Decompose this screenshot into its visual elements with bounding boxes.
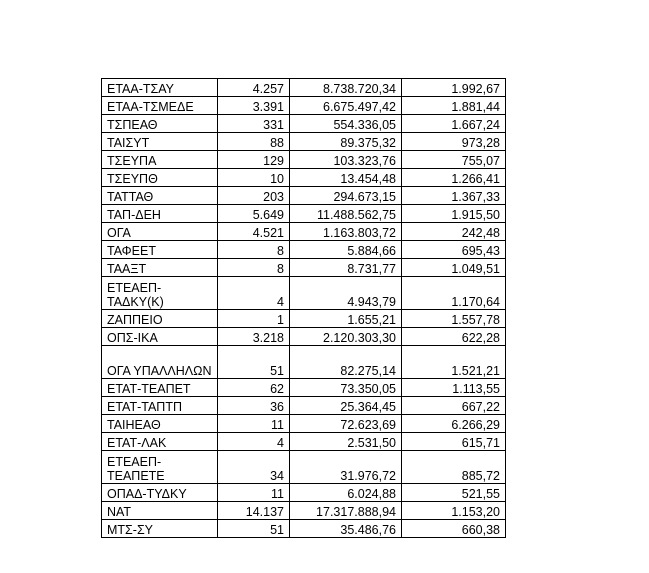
average-cell: 1.521,21 [402, 346, 506, 379]
table-row [102, 187, 506, 205]
count-cell: 8 [218, 259, 290, 277]
count-cell: 11 [218, 415, 290, 433]
average-cell: 973,28 [402, 133, 506, 151]
average-cell: 667,22 [402, 397, 506, 415]
count-cell: 14.137 [218, 502, 290, 520]
count-cell: 203 [218, 187, 290, 205]
amount-cell: 1.163.803,72 [290, 223, 402, 241]
fund-name-cell: ΤΑΦΕΕΤ [102, 241, 218, 259]
table-row [102, 223, 506, 241]
count-cell: 10 [218, 169, 290, 187]
average-cell: 242,48 [402, 223, 506, 241]
table-row [102, 259, 506, 277]
table-row [102, 451, 506, 484]
average-cell: 615,71 [402, 433, 506, 451]
count-cell: 62 [218, 379, 290, 397]
fund-name-cell: ΕΤΕΑΕΠ-ΤΕΑΠΕΤΕ [102, 451, 218, 484]
fund-table [101, 78, 506, 538]
amount-cell: 89.375,32 [290, 133, 402, 151]
average-cell: 1.992,67 [402, 79, 506, 97]
count-cell: 331 [218, 115, 290, 133]
average-cell: 660,38 [402, 520, 506, 538]
table-row [102, 328, 506, 346]
count-cell: 11 [218, 484, 290, 502]
table-row [102, 115, 506, 133]
table-row [102, 133, 506, 151]
amount-cell: 31.976,72 [290, 451, 402, 484]
count-cell: 129 [218, 151, 290, 169]
fund-name-cell: ΤΑΑΞΤ [102, 259, 218, 277]
amount-cell: 82.275,14 [290, 346, 402, 379]
average-cell: 1.266,41 [402, 169, 506, 187]
amount-cell: 2.531,50 [290, 433, 402, 451]
average-cell: 1.881,44 [402, 97, 506, 115]
fund-name-cell: ΕΤΑΤ-ΤΕΑΠΕΤ [102, 379, 218, 397]
fund-name-cell: ΤΣΠΕΑΘ [102, 115, 218, 133]
fund-name-cell: ΕΤΑΑ-ΤΣΜΕΔΕ [102, 97, 218, 115]
amount-cell: 35.486,76 [290, 520, 402, 538]
count-cell: 8 [218, 241, 290, 259]
amount-cell: 4.943,79 [290, 277, 402, 310]
table-row [102, 415, 506, 433]
table-row [102, 346, 506, 379]
fund-name-cell: ΤΑΙΗΕΑΘ [102, 415, 218, 433]
count-cell: 34 [218, 451, 290, 484]
average-cell: 755,07 [402, 151, 506, 169]
average-cell: 1.557,78 [402, 310, 506, 328]
average-cell: 1.153,20 [402, 502, 506, 520]
fund-name-cell: ΟΠΑΔ-ΤΥΔΚΥ [102, 484, 218, 502]
table-row [102, 151, 506, 169]
amount-cell: 103.323,76 [290, 151, 402, 169]
fund-name-cell: ΕΤΑΑ-ΤΣΑΥ [102, 79, 218, 97]
table-row [102, 277, 506, 310]
fund-table-body [102, 79, 506, 538]
average-cell: 521,55 [402, 484, 506, 502]
amount-cell: 1.655,21 [290, 310, 402, 328]
fund-name-cell: ΝΑΤ [102, 502, 218, 520]
table-row [102, 520, 506, 538]
amount-cell: 6.675.497,42 [290, 97, 402, 115]
average-cell: 1.367,33 [402, 187, 506, 205]
count-cell: 88 [218, 133, 290, 151]
count-cell: 4.521 [218, 223, 290, 241]
table-row [102, 169, 506, 187]
amount-cell: 8.738.720,34 [290, 79, 402, 97]
fund-name-cell: ΟΠΣ-ΙΚΑ [102, 328, 218, 346]
count-cell: 36 [218, 397, 290, 415]
amount-cell: 11.488.562,75 [290, 205, 402, 223]
amount-cell: 294.673,15 [290, 187, 402, 205]
average-cell: 6.266,29 [402, 415, 506, 433]
average-cell: 695,43 [402, 241, 506, 259]
amount-cell: 554.336,05 [290, 115, 402, 133]
count-cell: 3.391 [218, 97, 290, 115]
table-row [102, 310, 506, 328]
fund-name-cell: ΟΓΑ [102, 223, 218, 241]
table-row [102, 379, 506, 397]
fund-name-cell: ΕΤΕΑΕΠ-ΤΑΔΚΥ(Κ) [102, 277, 218, 310]
fund-name-cell: ΕΤΑΤ-ΤΑΠΤΠ [102, 397, 218, 415]
count-cell: 5.649 [218, 205, 290, 223]
table-row [102, 484, 506, 502]
amount-cell: 5.884,66 [290, 241, 402, 259]
count-cell: 1 [218, 310, 290, 328]
fund-name-cell: ΤΣΕΥΠΘ [102, 169, 218, 187]
average-cell: 885,72 [402, 451, 506, 484]
table-row [102, 79, 506, 97]
fund-name-cell: ΜΤΣ-ΣΥ [102, 520, 218, 538]
fund-name-cell: ΤΑΠ-ΔΕΗ [102, 205, 218, 223]
average-cell: 1.667,24 [402, 115, 506, 133]
average-cell: 622,28 [402, 328, 506, 346]
fund-name-cell: ΤΣΕΥΠΑ [102, 151, 218, 169]
table-row [102, 502, 506, 520]
amount-cell: 13.454,48 [290, 169, 402, 187]
amount-cell: 6.024,88 [290, 484, 402, 502]
amount-cell: 17.317.888,94 [290, 502, 402, 520]
table-row [102, 97, 506, 115]
count-cell: 3.218 [218, 328, 290, 346]
fund-name-cell: ΖΑΠΠΕΙΟ [102, 310, 218, 328]
fund-name-cell: ΟΓΑ ΥΠΑΛΛΗΛΩΝ [102, 346, 218, 379]
count-cell: 51 [218, 346, 290, 379]
table-row [102, 433, 506, 451]
average-cell: 1.170,64 [402, 277, 506, 310]
table-row [102, 205, 506, 223]
fund-name-cell: ΕΤΑΤ-ΛΑΚ [102, 433, 218, 451]
average-cell: 1.049,51 [402, 259, 506, 277]
amount-cell: 2.120.303,30 [290, 328, 402, 346]
fund-name-cell: ΤΑΤΤΑΘ [102, 187, 218, 205]
amount-cell: 8.731,77 [290, 259, 402, 277]
average-cell: 1.915,50 [402, 205, 506, 223]
table-row [102, 397, 506, 415]
count-cell: 4 [218, 433, 290, 451]
amount-cell: 73.350,05 [290, 379, 402, 397]
fund-name-cell: ΤΑΙΣΥΤ [102, 133, 218, 151]
amount-cell: 25.364,45 [290, 397, 402, 415]
count-cell: 4.257 [218, 79, 290, 97]
count-cell: 51 [218, 520, 290, 538]
average-cell: 1.113,55 [402, 379, 506, 397]
amount-cell: 72.623,69 [290, 415, 402, 433]
table-row [102, 241, 506, 259]
count-cell: 4 [218, 277, 290, 310]
